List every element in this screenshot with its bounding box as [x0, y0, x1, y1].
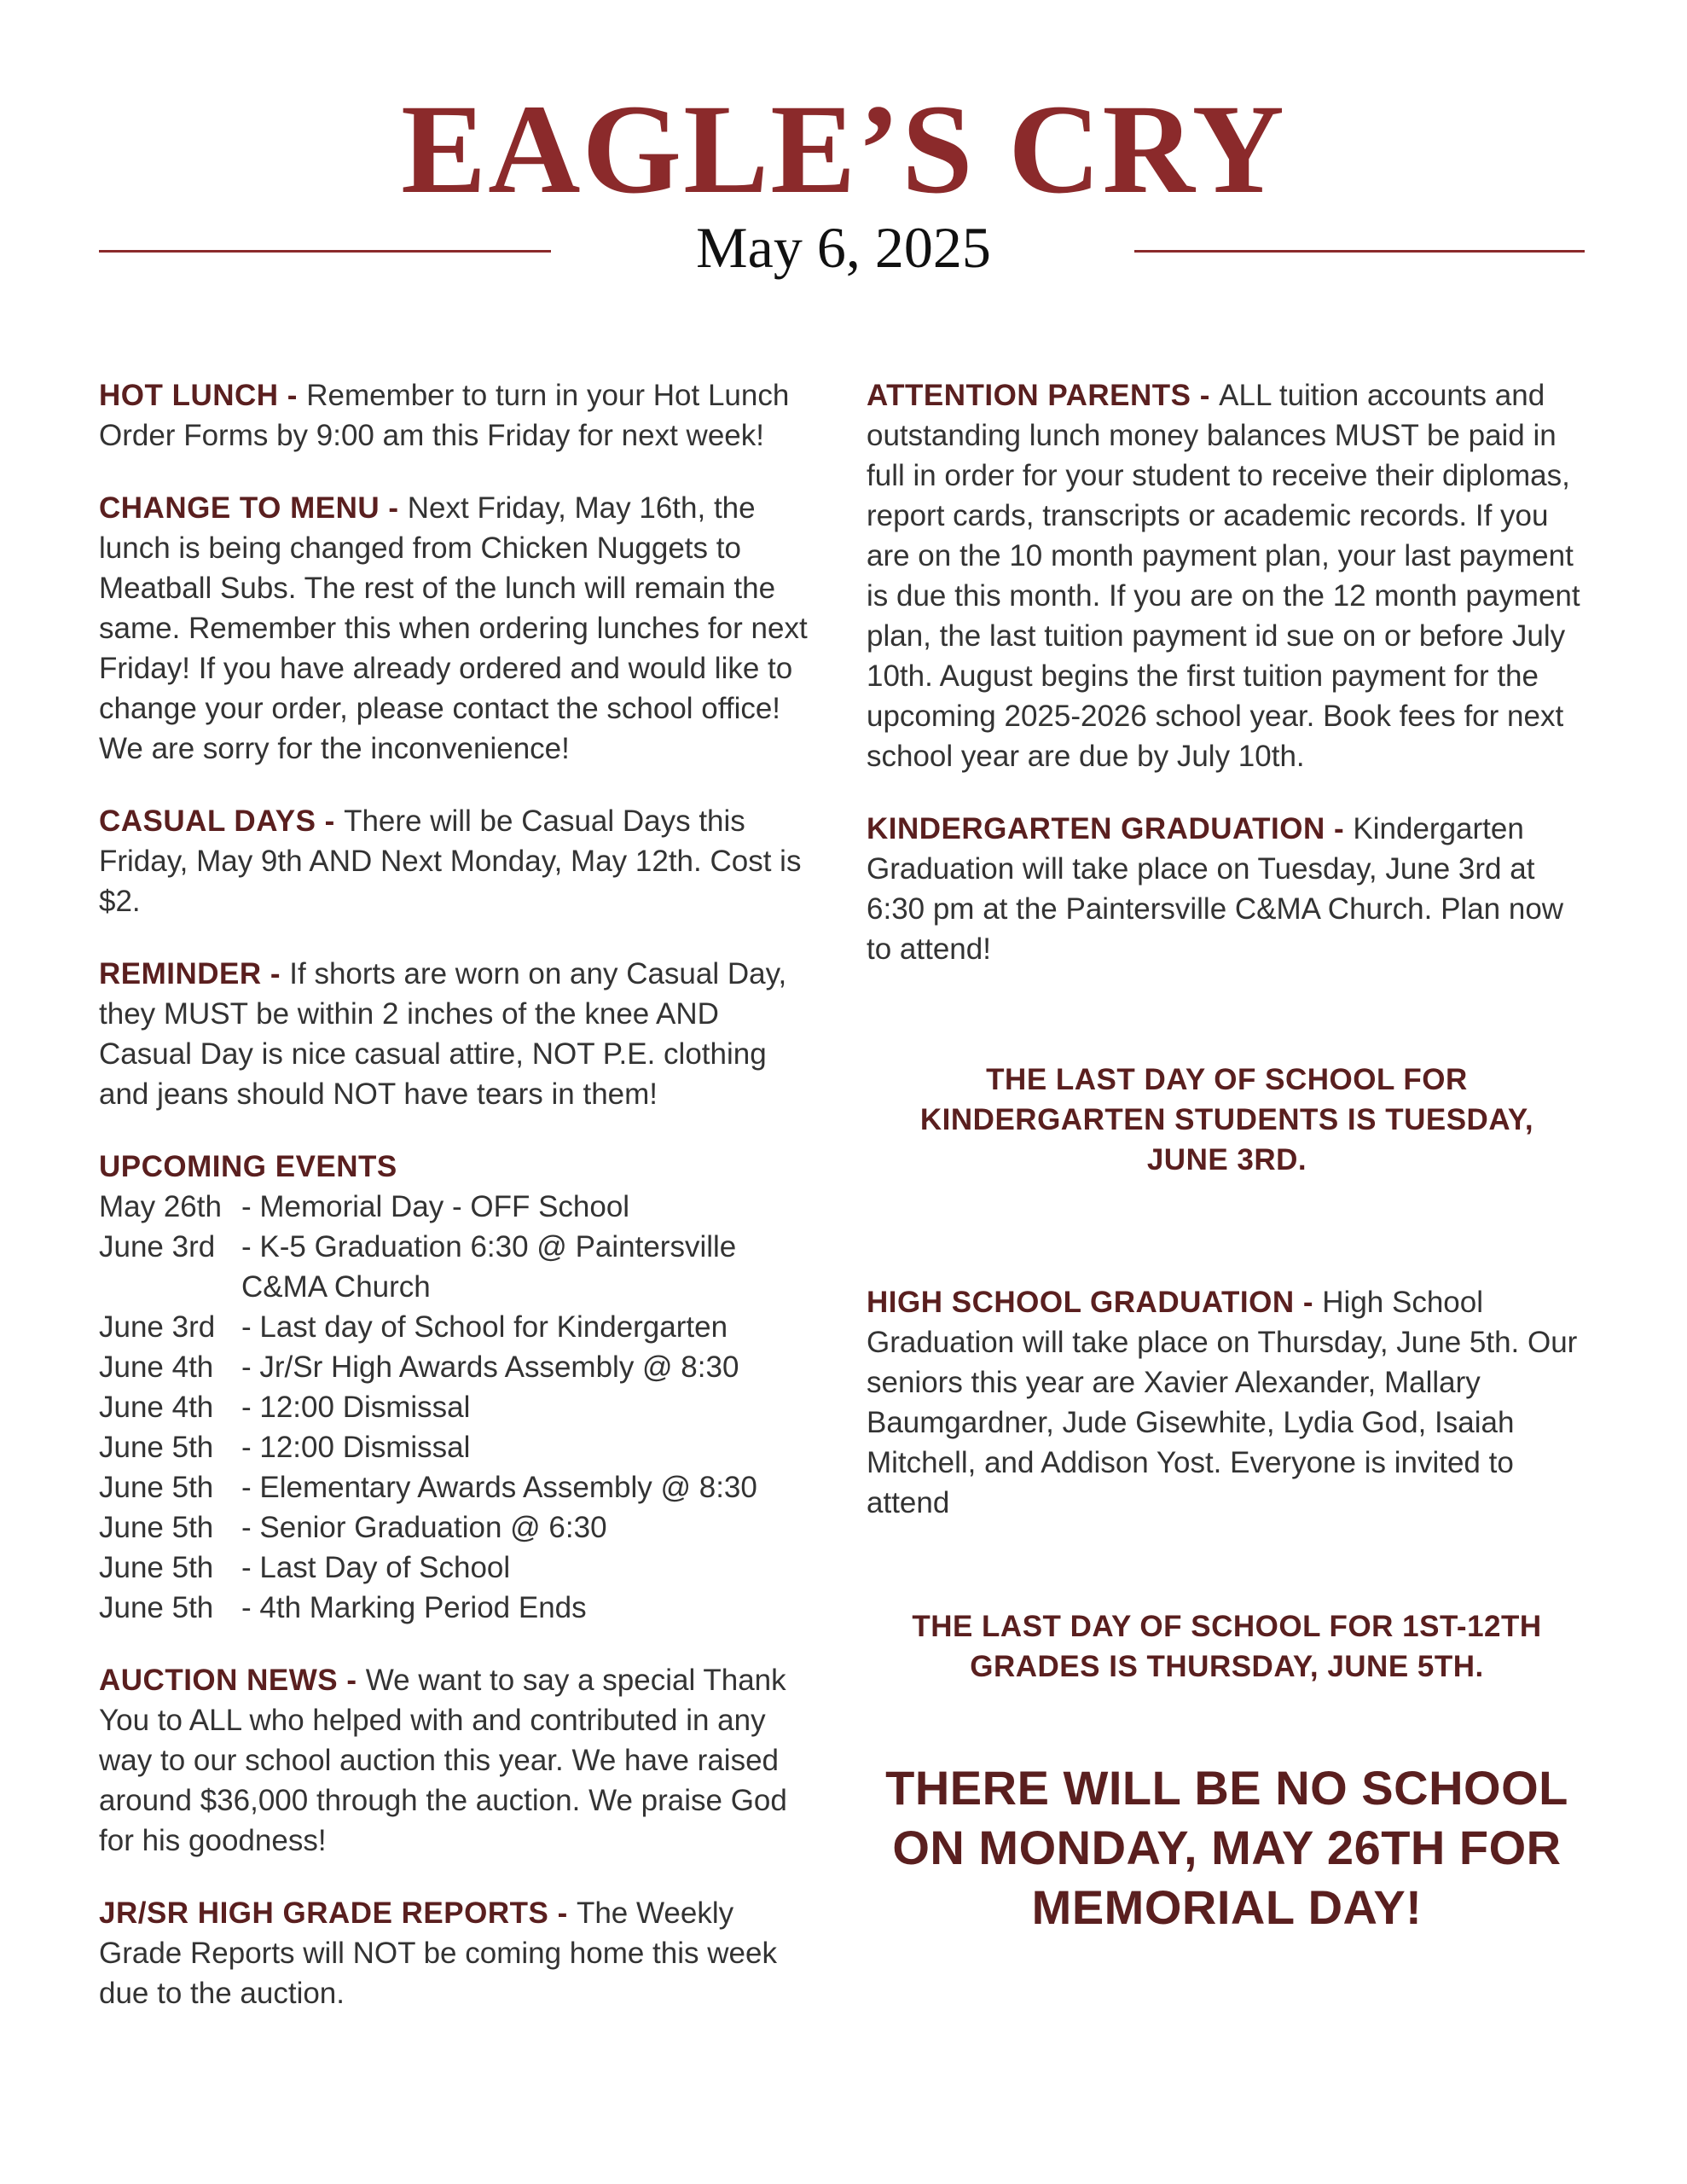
auction-news-notice: [99, 1660, 820, 1861]
grades-last-day-callout: THE LAST DAY OF SCHOOL FOR 1ST-12TH GRADES IS THURSDAY, JUNE 5TH.: [912, 1610, 1542, 1683]
high-school-graduation-notice: [867, 1282, 1587, 1523]
event-date: June 5th: [99, 1551, 214, 1584]
left-column: [99, 375, 820, 2046]
hot-lunch-heading: HOT LUNCH -: [99, 379, 307, 412]
event-date: June 3rd: [99, 1310, 216, 1344]
event-row: [99, 1387, 820, 1427]
event-text: - Last Day of School: [241, 1551, 511, 1584]
right-column: [867, 375, 1587, 1937]
change-to-menu-body: Next Friday, May 16th, the lunch is being changed from Chicken Nuggets to Meatball Subs. The rest of the lunch will remain the same. Remember this when ordering lunches for next Friday! If you have already ordered and would like to change your order, please contact the school office! We are sorry for the inconvenience!: [99, 491, 808, 765]
event-row: [99, 1588, 820, 1628]
event-row: [99, 1187, 820, 1227]
event-row: [99, 1548, 820, 1588]
casual-days-heading: CASUAL DAYS -: [99, 804, 345, 838]
upcoming-events: [99, 1147, 820, 1628]
event-row: [99, 1227, 820, 1307]
attention-parents-body: ALL tuition accounts and outstanding lunch money balances MUST be paid in full in order for your student to receive their diplomas, report cards, transcripts or academic records. If you are on the 10 month payment plan, your last payment is due this month. If you are on the 12 month payment plan, the last tuition payment id sue on or before July 10th. August begins the first tuition payment for the upcoming 2025-2026 school year. Book fees for next school year are due by July 10th.: [867, 379, 1580, 773]
newsletter-date: May 6, 2025: [696, 215, 991, 280]
grade-reports-body: The Weekly Grade Reports will NOT be coming home this week due to the auction.: [99, 1896, 777, 2010]
event-date: June 3rd: [99, 1230, 216, 1263]
event-text: [241, 1227, 820, 1307]
event-date: June 4th: [99, 1391, 214, 1424]
event-text: - Senior Graduation @ 6:30: [241, 1511, 607, 1544]
grade-reports-heading: JR/SR HIGH GRADE REPORTS -: [99, 1896, 577, 1930]
event-text: - Memorial Day - OFF School: [241, 1190, 630, 1223]
event-date: May 26th: [99, 1190, 222, 1223]
masthead: [0, 0, 1687, 324]
kindergarten-graduation-notice: [867, 809, 1587, 969]
hot-lunch-body: Remember to turn in your Hot Lunch Order Forms by 9:00 am this Friday for next week!: [99, 379, 790, 452]
attention-parents-heading: ATTENTION PARENTS -: [867, 379, 1220, 412]
hot-lunch-notice: [99, 375, 820, 456]
auction-news-body: We want to say a special Thank You to ALL who helped with and contributed in any way to our school auction this year. We have raised around $36,000 through the auction. We praise God for his goodness!: [99, 1664, 787, 1857]
reminder-notice: [99, 954, 820, 1114]
reminder-heading: REMINDER -: [99, 957, 290, 990]
change-to-menu-notice: [99, 488, 820, 769]
event-text: - 4th Marking Period Ends: [241, 1591, 587, 1624]
event-row: [99, 1307, 820, 1347]
high-school-graduation-body: High School Graduation will take place on Thursday, June 5th. Our seniors this year are Xavier Alexander, Mallary Baumgardner, Jude Gisewhite, Lydia God, Isaiah Mitchell, and Addison Yost. Everyone is invited to attend: [867, 1286, 1578, 1519]
newsletter-title: EAGLE’S CRY: [401, 78, 1286, 220]
event-text: - Last day of School for Kindergarten: [241, 1310, 728, 1344]
casual-days-notice: [99, 801, 820, 921]
grade-reports-notice: [99, 1893, 820, 2013]
reminder-body: If shorts are worn on any Casual Day, they MUST be within 2 inches of the knee AND Casual Day is nice casual attire, NOT P.E. clothing and jeans should NOT have tears in them!: [99, 957, 787, 1111]
event-date: June 5th: [99, 1511, 214, 1544]
event-text: - 12:00 Dismissal: [241, 1391, 471, 1424]
attention-parents-notice: [867, 375, 1587, 776]
no-school-callout: THERE WILL BE NO SCHOOL ON MONDAY, MAY 26TH FOR MEMORIAL DAY!: [885, 1761, 1568, 1934]
kindergarten-last-day-callout: THE LAST DAY OF SCHOOL FOR KINDERGARTEN STUDENTS IS TUESDAY, JUNE 3RD.: [919, 1063, 1534, 1176]
event-date: June 5th: [99, 1471, 214, 1504]
event-date: June 5th: [99, 1591, 214, 1624]
casual-days-body: There will be Casual Days this Friday, May 9th AND Next Monday, May 12th. Cost is $2.: [99, 804, 802, 918]
event-text: - Jr/Sr High Awards Assembly @ 8:30: [241, 1350, 739, 1384]
auction-news-heading: AUCTION NEWS -: [99, 1664, 366, 1697]
event-row: [99, 1507, 820, 1548]
event-text-line: - K-5 Graduation 6:30 @ Paintersville: [241, 1230, 737, 1263]
event-row: [99, 1467, 820, 1507]
change-to-menu-heading: CHANGE TO MENU -: [99, 491, 408, 525]
kindergarten-graduation-body: Kindergarten Graduation will take place on Tuesday, June 3rd at 6:30 pm at the Paintersville C&MA Church. Plan now to attend!: [867, 812, 1564, 966]
upcoming-events-heading: UPCOMING EVENTS: [99, 1150, 397, 1183]
event-text-continued: C&MA Church: [241, 1270, 431, 1304]
event-date: June 5th: [99, 1431, 214, 1464]
title-rule-right: [1134, 250, 1585, 253]
event-text: - 12:00 Dismissal: [241, 1431, 471, 1464]
event-row: [99, 1427, 820, 1467]
event-text: - Elementary Awards Assembly @ 8:30: [241, 1471, 757, 1504]
kindergarten-graduation-heading: KINDERGARTEN GRADUATION -: [867, 812, 1354, 845]
event-row: [99, 1347, 820, 1387]
high-school-graduation-heading: HIGH SCHOOL GRADUATION -: [867, 1286, 1323, 1319]
event-date: June 4th: [99, 1350, 214, 1384]
